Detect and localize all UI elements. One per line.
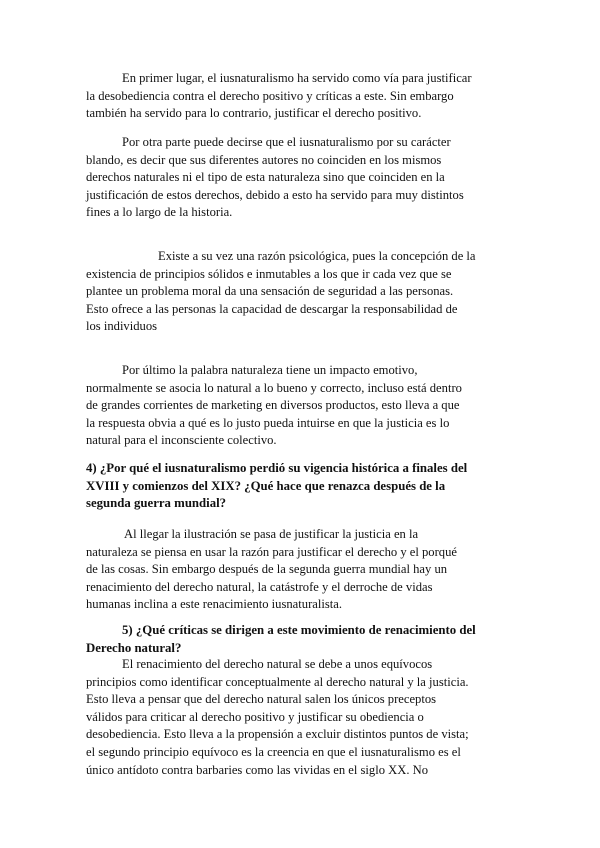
text-line: derechos naturales ni el tipo de esta naturaleza sino que coinciden en la (86, 170, 445, 185)
text-line: Al llegar la ilustración se pasa de justificar la justicia en la (124, 527, 419, 541)
heading-line: 4) ¿Por qué el iusnaturalismo perdió su vigencia histórica a finales del (86, 461, 468, 475)
text-line: Esto lleva a pensar que del derecho natural salen los únicos preceptos (86, 692, 437, 707)
text-line: justificación de estos derechos, debido a esto ha servido para muy distintos (86, 187, 464, 202)
paragraph-4 (86, 362, 518, 450)
text-line: normalmente se asocia lo natural a lo bueno y correcto, incluso está dentro (86, 380, 462, 395)
text-line: existencia de principios sólidos e inmutables a los que ir cada vez que se (86, 266, 452, 281)
paragraph-1 (86, 70, 518, 123)
text-line: plantee un problema moral da una sensación de seguridad a las personas. (86, 284, 454, 299)
text-line: En primer lugar, el iusnaturalismo ha servido como vía para justificar (122, 71, 472, 85)
text-line: de grandes corrientes de marketing en diversos productos, esto lleva a que (86, 398, 460, 413)
question-5-heading (86, 622, 526, 657)
text-line: la respuesta obvia a qué es lo justo pueda intuirse en que la justicia es lo (86, 415, 450, 430)
text-line: Por último la palabra naturaleza tiene un impacto emotivo, (122, 363, 418, 377)
question-4-heading (86, 460, 526, 513)
text-line: humanas inclina a este renacimiento iusnaturalista. (86, 597, 342, 612)
text-line: el segundo principio equívoco es la creencia en que el iusnaturalismo es el (86, 744, 461, 759)
text-line: válidos para criticar al derecho positivo y justificar su obediencia o (86, 709, 424, 724)
text-line: desobediencia. Esto lleva a la propensión a excluir distintos puntos de vista; (86, 727, 469, 742)
text-line: Existe a su vez una razón psicológica, pues la concepción de la (158, 249, 476, 263)
heading-line: XVIII y comienzos del XIX? ¿Qué hace que renazca después de la (86, 478, 446, 493)
paragraph-2 (86, 134, 518, 222)
heading-line: segunda guerra mundial? (86, 496, 227, 511)
text-line: de las cosas. Sin embargo después de la segunda guerra mundial hay un (86, 562, 448, 577)
text-line: renacimiento del derecho natural, la catástrofe y el derroche de vidas (86, 579, 433, 594)
text-line: los individuos (86, 319, 158, 334)
text-line: también ha servido para lo contrario, justificar el derecho positivo. (86, 106, 422, 121)
paragraph-3 (86, 248, 518, 336)
text-line: fines a lo largo de la historia. (86, 205, 233, 220)
text-line: El renacimiento del derecho natural se debe a unos equívocos (122, 657, 433, 671)
text-line: Por otra parte puede decirse que el iusnaturalismo por su carácter (122, 135, 451, 149)
text-line: natural para el inconsciente colectivo. (86, 433, 277, 448)
text-line: principios como identificar conceptualmente al derecho natural y la justicia. (86, 674, 469, 689)
text-line: naturaleza se piensa en usar la razón para justificar el derecho y el porqué (86, 544, 457, 559)
heading-line: 5) ¿Qué críticas se dirigen a este movimiento de renacimiento del (122, 623, 476, 637)
text-line: Esto ofrece a las personas la capacidad de descargar la responsabilidad de (86, 301, 458, 316)
paragraph-5 (86, 526, 518, 614)
text-line: la desobediencia contra el derecho positivo y críticas a este. Sin embargo (86, 88, 454, 103)
text-line: blando, es decir que sus diferentes autores no coinciden en los mismos (86, 152, 442, 167)
paragraph-6 (86, 656, 518, 779)
heading-line: Derecho natural? (86, 640, 182, 655)
text-line: único antídoto contra barbaries como las vividas en el siglo XX. No (86, 762, 429, 777)
